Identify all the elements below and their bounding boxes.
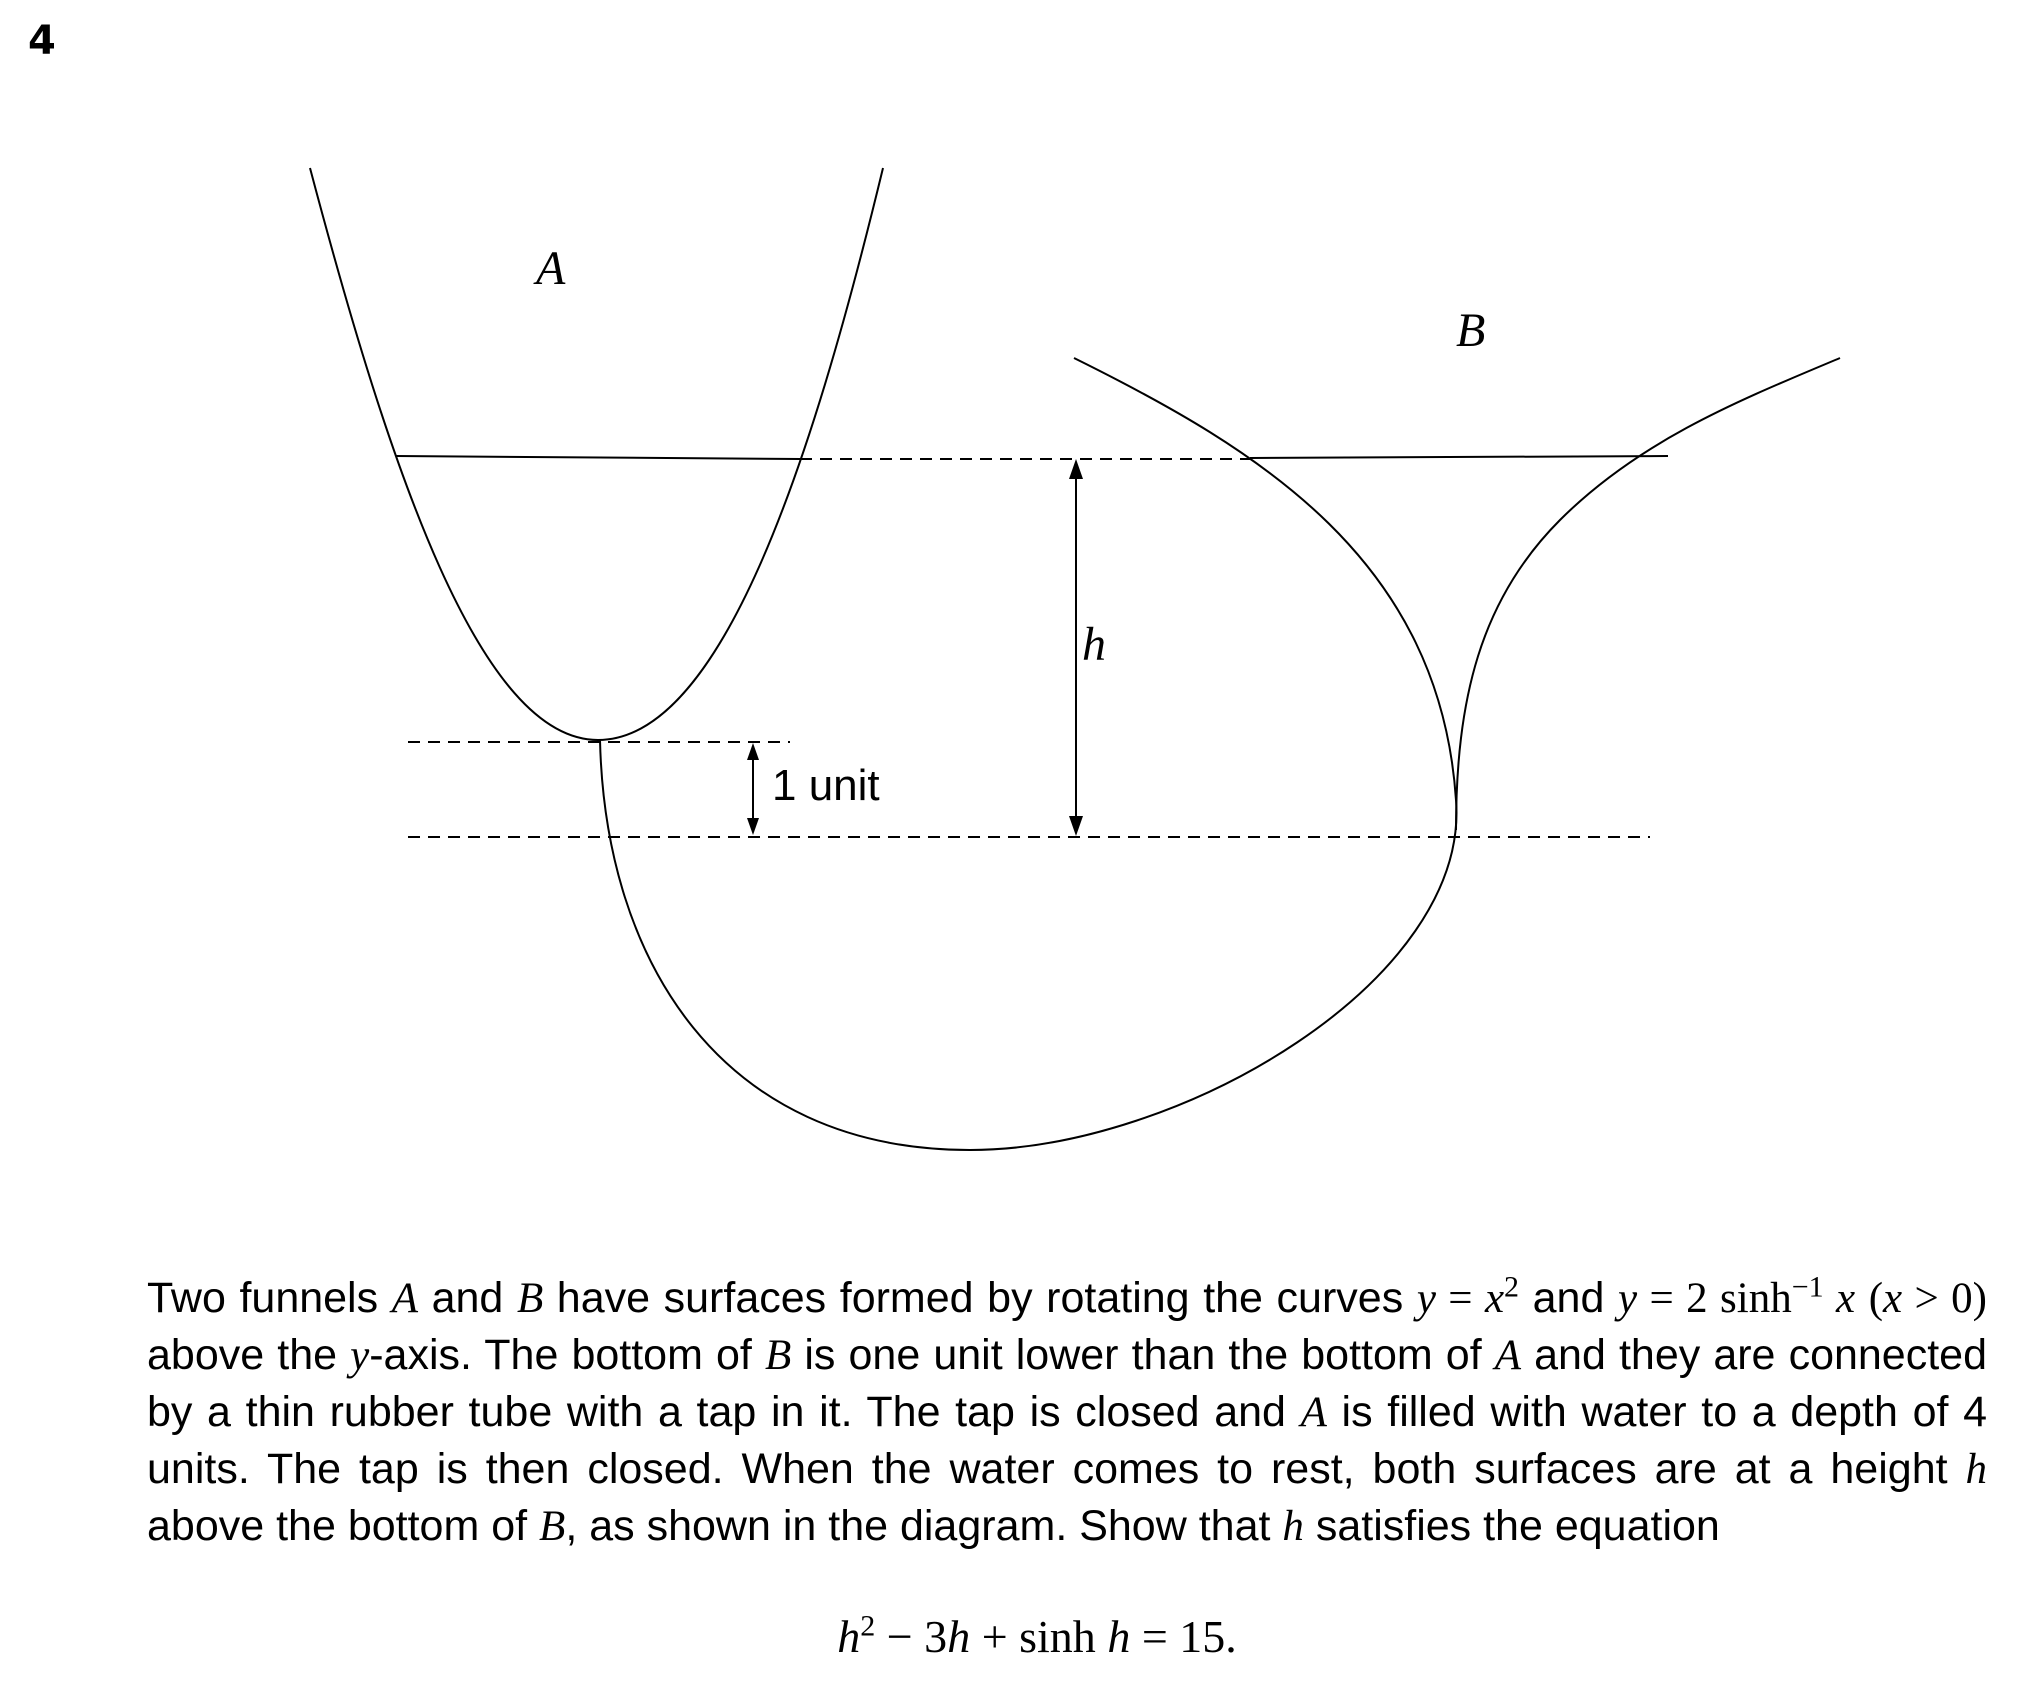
h-arrow-head-bottom	[1069, 816, 1083, 836]
label-b: B	[1456, 304, 1486, 357]
water-surface-b	[1250, 456, 1668, 458]
funnel-b-right-curve	[1456, 358, 1840, 830]
problem-text: Two funnels A and B have surfaces formed by rotating the curves $y = x^2$ and y = 2 $\sinh^{-1} x$ (x > 0) above the y-axis. The bottom of B is one unit lower than the bottom of A and they are connected by a thin rubber tube with a tap in it. The tap is closed and A is filled with water to a depth of 4 units. The tap is then closed. When the water comes to rest, both surfaces are at a height h above the bottom of B, as shown in the diagram. Show that h satisfies the equation	[147, 1270, 1988, 1550]
label-unit: 1 unit	[772, 761, 880, 810]
question-number: 4	[28, 18, 56, 64]
final-equation: $h^2 - 3h + \sinh h = 15$.	[837, 1609, 1237, 1662]
unit-arrow-head-bottom	[747, 818, 759, 835]
funnel-b-left-curve	[600, 358, 1456, 1150]
label-h: h	[1082, 618, 1106, 671]
water-surface-a	[396, 456, 800, 459]
unit-arrow-head-top	[747, 743, 759, 760]
h-arrow-head-top	[1069, 459, 1083, 479]
funnel-a-curve	[310, 168, 883, 740]
label-a: A	[536, 242, 566, 295]
